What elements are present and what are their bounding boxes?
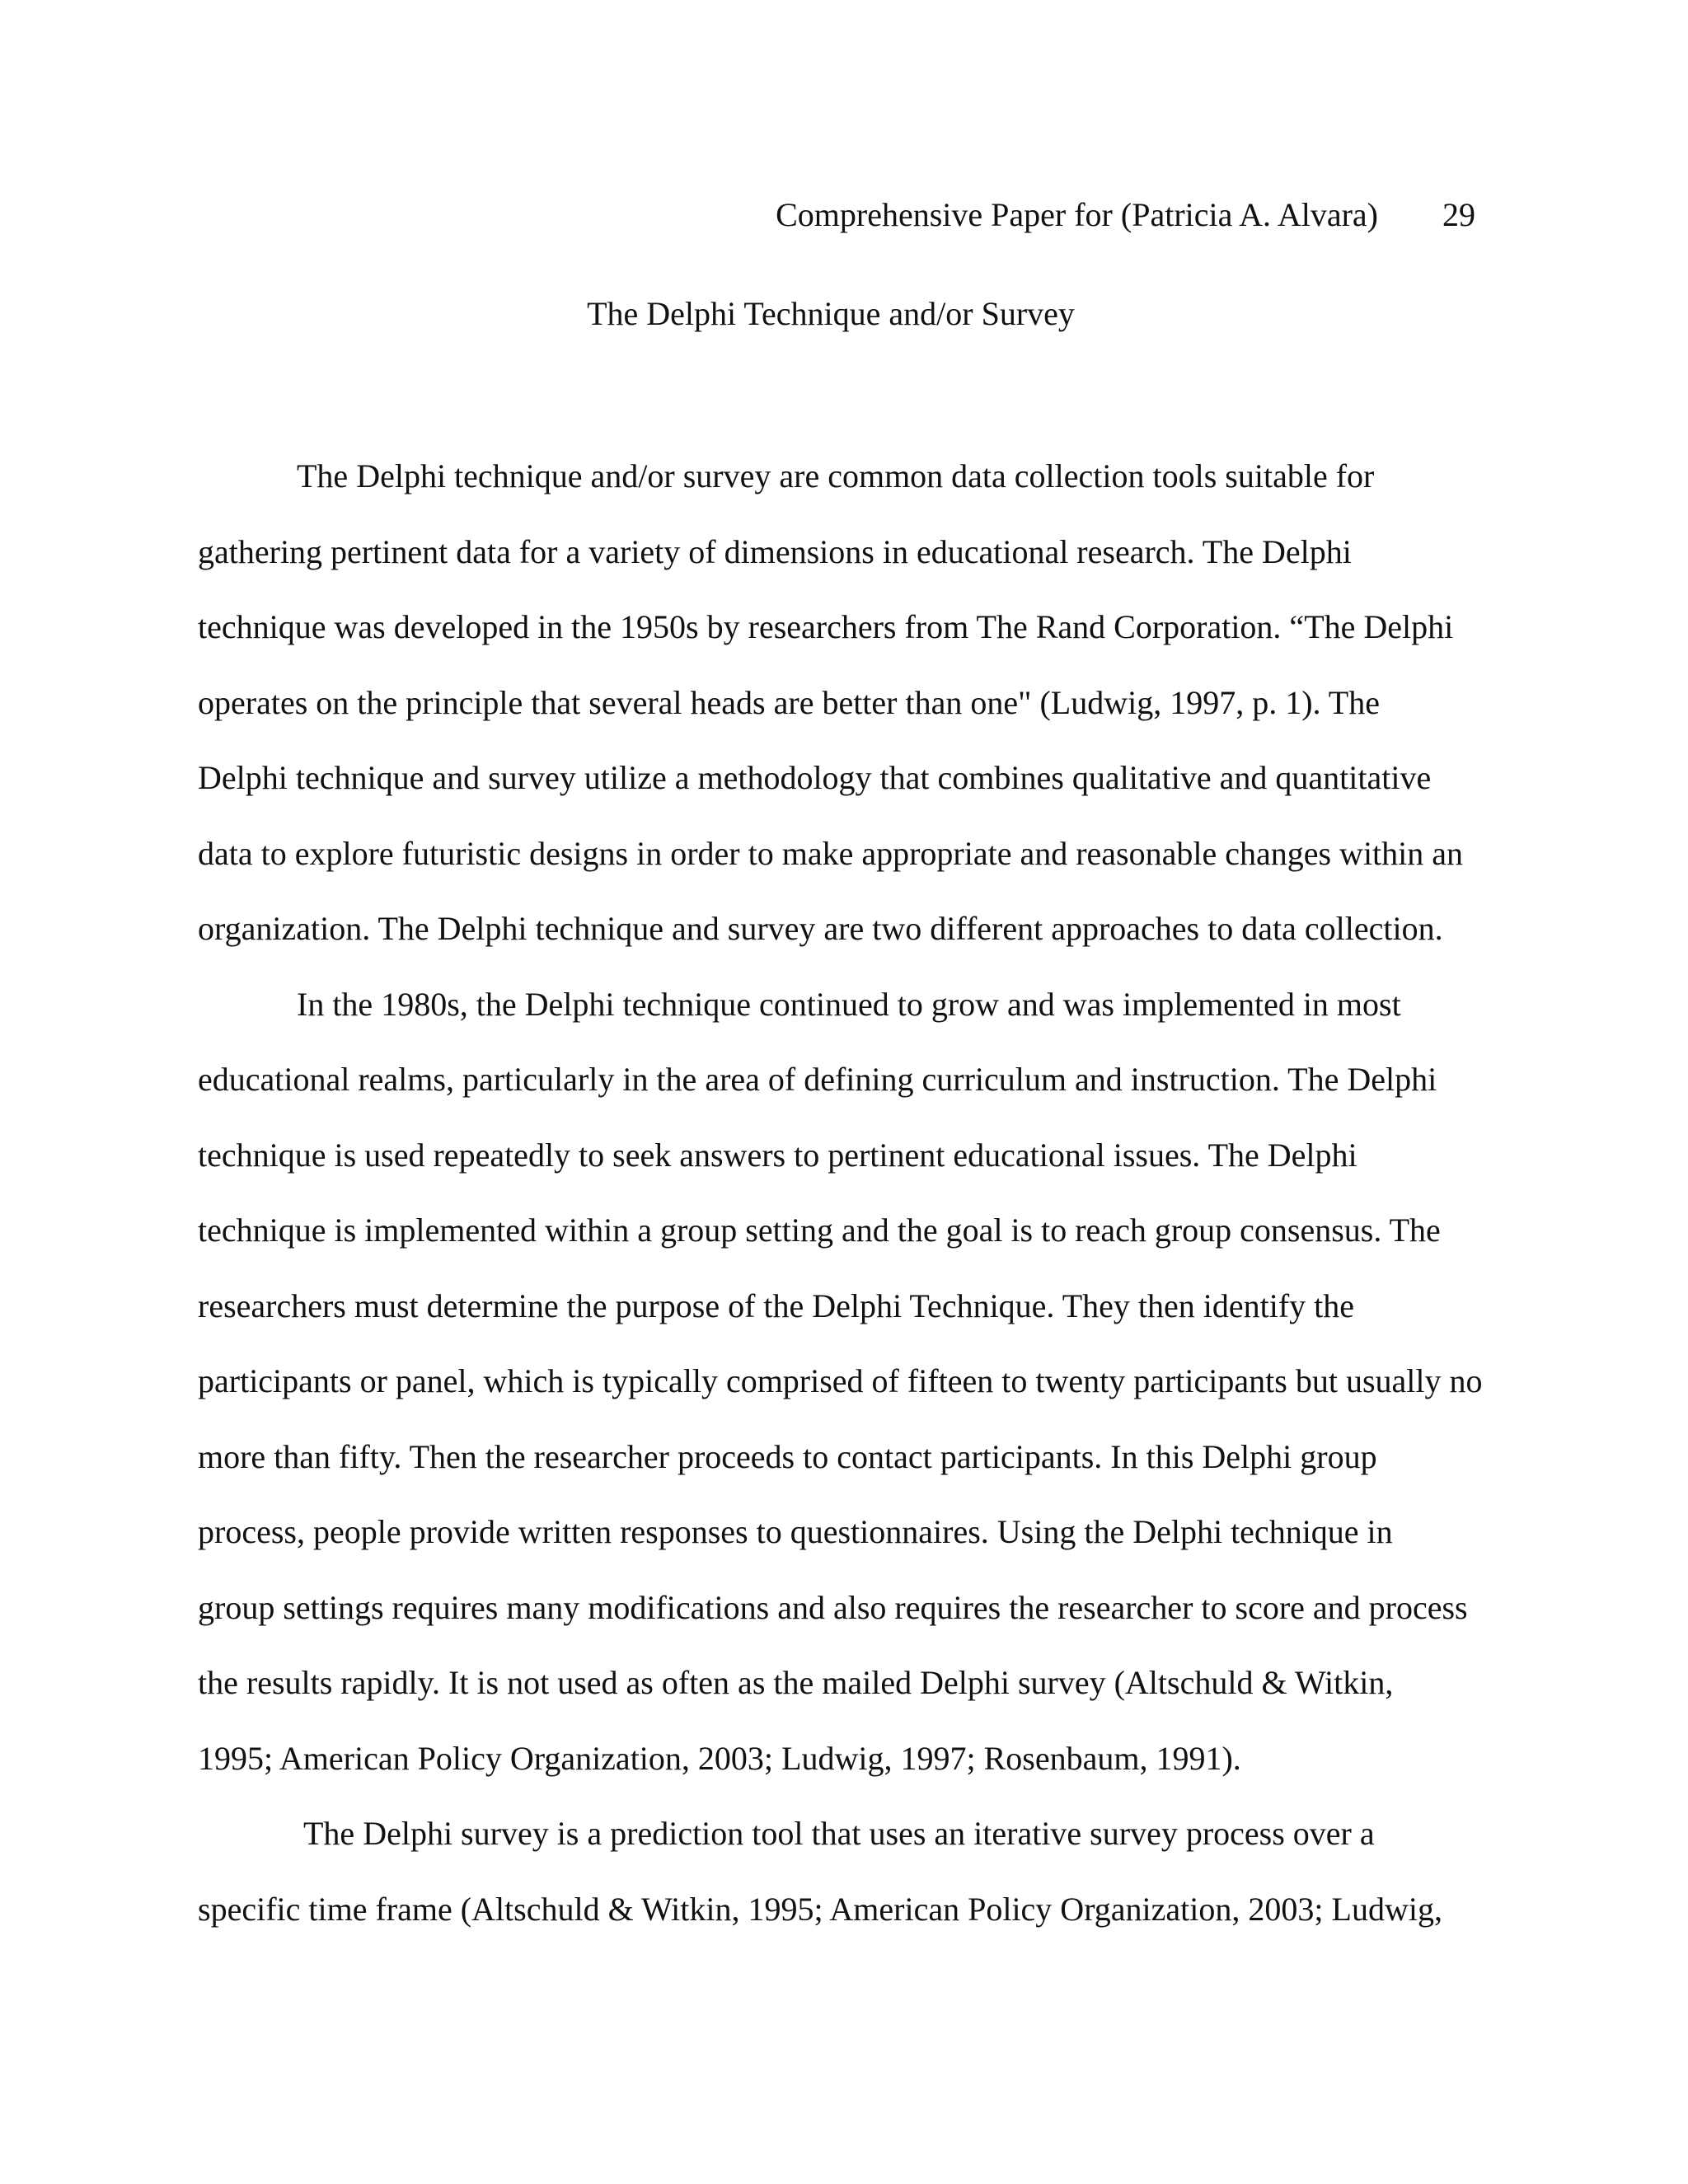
- paragraph-line: participants or panel, which is typically comprised of fifteen to twenty participants but usually no: [198, 1362, 1483, 1399]
- paragraph-line: The Delphi survey is a prediction tool that uses an iterative survey process over a: [303, 1815, 1375, 1852]
- paragraph-line: The Delphi technique and/or survey are common data collection tools suitable for: [297, 457, 1375, 494]
- paragraph-line: researchers must determine the purpose of the Delphi Technique. They then identify the: [198, 1286, 1355, 1324]
- paragraph-line: process, people provide written responses to questionnaires. Using the Delphi technique in: [198, 1513, 1393, 1550]
- paragraph-line: organization. The Delphi technique and survey are two different approaches to data collection.: [198, 910, 1443, 947]
- paragraph-line: gathering pertinent data for a variety of dimensions in educational research. The Delphi: [198, 532, 1352, 570]
- paragraph-line: operates on the principle that several heads are better than one" (Ludwig, 1997, p. 1). The: [198, 683, 1380, 721]
- paragraph-line: In the 1980s, the Delphi technique continued to grow and was implemented in most: [297, 985, 1401, 1023]
- running-head: [0, 194, 1475, 236]
- paragraph-line: group settings requires many modifications and also requires the researcher to score and process: [198, 1588, 1468, 1626]
- paragraph-line: 1995; American Policy Organization, 2003; Ludwig, 1997; Rosenbaum, 1991).: [198, 1739, 1241, 1777]
- paragraph-line: technique was developed in the 1950s by researchers from The Rand Corporation. “The Delphi: [198, 608, 1454, 645]
- body-text: [198, 438, 1483, 1947]
- paragraph-line: the results rapidly. It is not used as often as the mailed Delphi survey (Altschuld & Witkin,: [198, 1664, 1394, 1701]
- paragraph-line: technique is implemented within a group setting and the goal is to reach group consensus. The: [198, 1212, 1441, 1249]
- running-head-title: Comprehensive Paper for (Patricia A. Alvara): [776, 196, 1378, 233]
- page-number: 29: [1442, 196, 1475, 233]
- paragraph-line: educational realms, particularly in the area of defining curriculum and instruction. The Delphi: [198, 1061, 1437, 1098]
- paragraph-line: data to explore futuristic designs in order to make appropriate and reasonable changes within an: [198, 834, 1464, 872]
- paragraph-line: Delphi technique and survey utilize a methodology that combines qualitative and quantitative: [198, 759, 1432, 796]
- paragraph-line: specific time frame (Altschuld & Witkin, 1995; American Policy Organization, 2003; Ludwig,: [198, 1890, 1442, 1928]
- section-title: The Delphi Technique and/or Survey: [587, 295, 1075, 332]
- paragraph-line: technique is used repeatedly to seek answers to pertinent educational issues. The Delphi: [198, 1136, 1357, 1174]
- paragraph-line: more than fifty. Then the researcher proceeds to contact participants. In this Delphi group: [198, 1437, 1377, 1475]
